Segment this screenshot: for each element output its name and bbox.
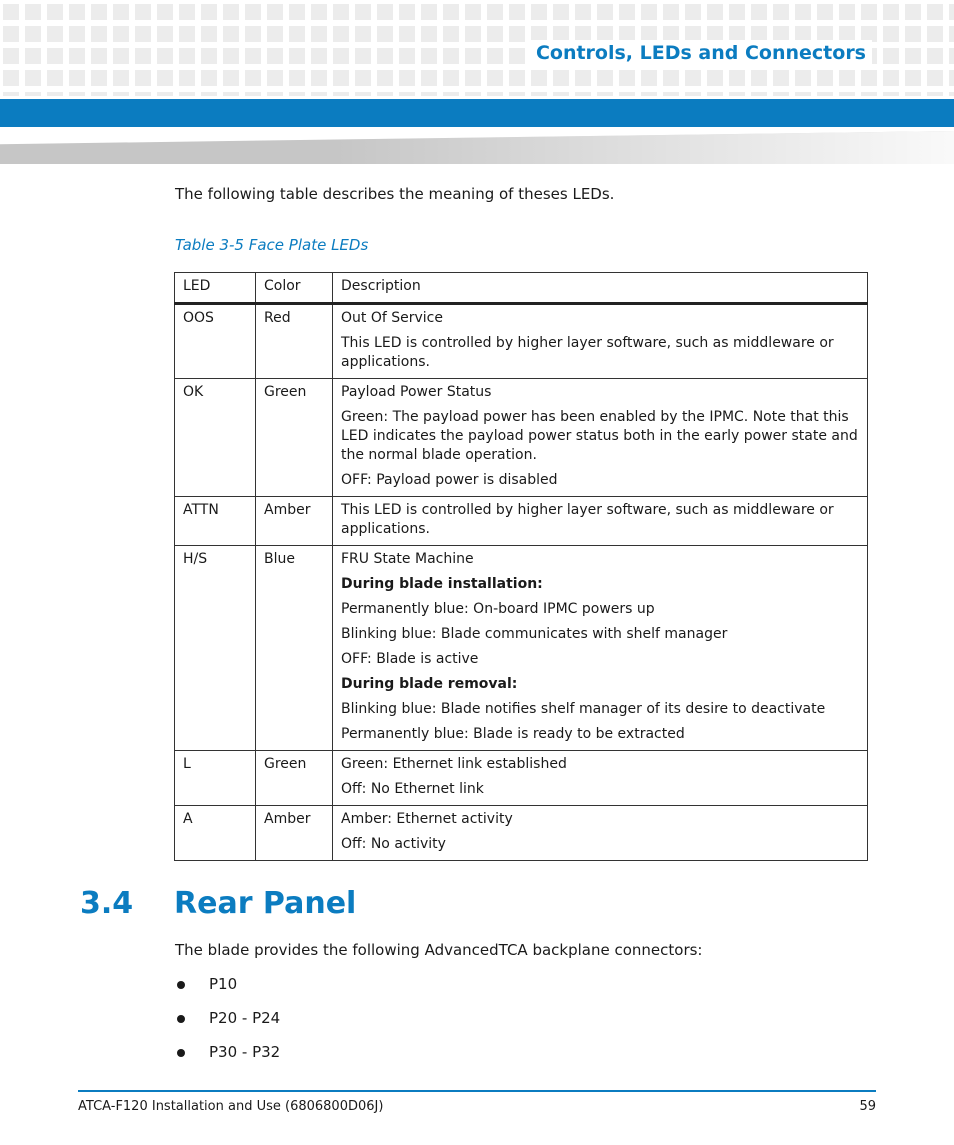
column-header-description: Description: [333, 273, 868, 304]
page-number: 59: [859, 1099, 876, 1114]
header-blue-bar: [0, 99, 954, 127]
column-header-color: Color: [256, 273, 333, 304]
description-line: Blinking blue: Blade notifies shelf manager of its desire to deactivate: [341, 701, 826, 717]
bullet-icon: [177, 1049, 185, 1057]
description-line: Off: No Ethernet link: [341, 781, 484, 797]
table-row: [175, 304, 868, 379]
led-color-cell: Green: [256, 379, 333, 497]
section-title: Rear Panel: [174, 886, 357, 921]
description-line: This LED is controlled by higher layer software, such as middleware or applications.: [341, 502, 834, 537]
description-line: FRU State Machine: [341, 551, 474, 567]
table-body: [175, 304, 868, 861]
face-plate-leds-table: [174, 272, 868, 861]
description-line: Payload Power Status: [341, 384, 492, 400]
led-color-cell: Blue: [256, 546, 333, 751]
led-description-cell: [333, 806, 868, 861]
footer-divider: [78, 1090, 876, 1092]
led-description-cell: [333, 497, 868, 546]
led-description-cell: [333, 304, 868, 379]
table-row: [175, 379, 868, 497]
table-row: [175, 806, 868, 861]
bullet-icon: [177, 981, 185, 989]
connector-label: P30 - P32: [209, 1043, 281, 1061]
section-intro-text: The blade provides the following AdvancedTCA backplane connectors:: [175, 941, 703, 959]
description-line: Permanently blue: On-board IPMC powers up: [341, 601, 655, 617]
led-name-cell: L: [175, 751, 256, 806]
led-name-cell: H/S: [175, 546, 256, 751]
connector-list: [175, 975, 280, 1077]
description-line: Blinking blue: Blade communicates with shelf manager: [341, 626, 728, 642]
description-line: Out Of Service: [341, 310, 443, 326]
led-name-cell: ATTN: [175, 497, 256, 546]
table-intro-text: The following table describes the meaning of theses LEDs.: [175, 185, 615, 203]
led-description-cell: [333, 379, 868, 497]
led-color-cell: Amber: [256, 497, 333, 546]
bullet-icon: [177, 1015, 185, 1023]
column-header-led: LED: [175, 273, 256, 304]
description-subheading: During blade installation:: [341, 576, 543, 592]
led-name-cell: OK: [175, 379, 256, 497]
description-line: Permanently blue: Blade is ready to be extracted: [341, 726, 685, 742]
list-item: [175, 1009, 280, 1043]
led-color-cell: Red: [256, 304, 333, 379]
led-description-cell: [333, 546, 868, 751]
description-line: OFF: Payload power is disabled: [341, 472, 558, 488]
description-subheading: During blade removal:: [341, 676, 518, 692]
table-row: [175, 546, 868, 751]
description-line: Green: The payload power has been enabled by the IPMC. Note that this LED indicates the payload power status both in the early power state and the normal blade operation.: [341, 409, 858, 463]
section-number: 3.4: [80, 886, 134, 921]
header-gray-band-fade: [0, 131, 954, 164]
list-item: [175, 975, 280, 1009]
connector-label: P10: [209, 975, 238, 993]
list-item: [175, 1043, 280, 1077]
table-header-row: [175, 273, 868, 304]
table-row: [175, 497, 868, 546]
table-caption: Table 3-5 Face Plate LEDs: [175, 236, 369, 254]
description-line: Amber: Ethernet activity: [341, 811, 513, 827]
led-color-cell: Amber: [256, 806, 333, 861]
description-line: Off: No activity: [341, 836, 446, 852]
led-color-cell: Green: [256, 751, 333, 806]
led-name-cell: OOS: [175, 304, 256, 379]
chapter-title: Controls, LEDs and Connectors: [530, 40, 872, 66]
footer-document-title: ATCA-F120 Installation and Use (6806800D06J): [78, 1099, 384, 1114]
description-line: OFF: Blade is active: [341, 651, 479, 667]
description-line: Green: Ethernet link established: [341, 756, 567, 772]
led-description-cell: [333, 751, 868, 806]
connector-label: P20 - P24: [209, 1009, 281, 1027]
description-line: This LED is controlled by higher layer software, such as middleware or applications.: [341, 335, 834, 370]
table-row: [175, 751, 868, 806]
led-name-cell: A: [175, 806, 256, 861]
